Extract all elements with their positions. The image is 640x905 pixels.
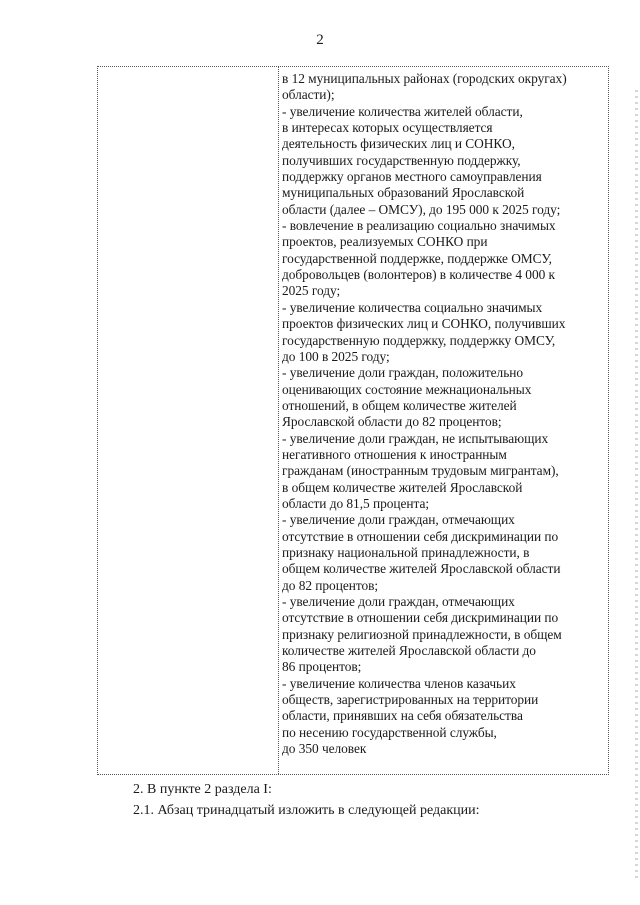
paragraph-subpoint: 2.1. Абзац тринадцатый изложить в следующей редакции: <box>133 803 480 818</box>
table-line: области до 81,5 процента; <box>282 495 430 511</box>
table-line: отсутствие в отношении себя дискриминации по <box>282 610 559 626</box>
scan-edge-artifact <box>635 90 638 880</box>
table-line: деятельность физических лиц и СОНКО, <box>282 136 515 152</box>
table-line: 2025 году; <box>282 283 341 299</box>
table-line: проектов, реализуемых СОНКО при <box>282 234 488 250</box>
table-line: области); <box>282 87 335 103</box>
table-line: в общем количестве жителей Ярославской <box>282 479 523 495</box>
table-line: поддержку органов местного самоуправления <box>282 169 542 185</box>
table-line: государственную поддержку, поддержку ОМСУ, <box>282 332 556 348</box>
table-line: области, принявших на себя обязательства <box>282 708 523 724</box>
table-line: добровольцев (волонтеров) в количестве 4 000 к <box>282 267 555 283</box>
table-line: - увеличение количества членов казачьих <box>282 675 516 691</box>
table-line: по несению государственной службы, <box>282 724 497 740</box>
table-line: отношений, в общем количестве жителей <box>282 397 517 413</box>
table-line: признаку национальной принадлежности, в <box>282 544 530 560</box>
table-line: - увеличение количества социально значимых <box>282 299 543 315</box>
table-line: до 82 процентов; <box>282 577 379 593</box>
table-line: до 350 человек <box>282 741 367 757</box>
table-line: обществ, зарегистрированных на территории <box>282 692 539 708</box>
table-line: 86 процентов; <box>282 659 362 675</box>
table-line: - увеличение доли граждан, отмечающих <box>282 594 515 609</box>
table-line: - увеличение доли граждан, отмечающих <box>282 512 515 528</box>
table-column-divider <box>278 67 279 774</box>
table-line: в 12 муниципальных районах (городских округах) <box>282 71 567 86</box>
table-line: - увеличение количества жителей области, <box>282 103 523 119</box>
table-line: Ярославской области до 82 процентов; <box>282 414 502 430</box>
page-number: 2 <box>316 32 324 48</box>
table-line: в интересах которых осуществляется <box>282 120 493 136</box>
table-line: гражданам (иностранным трудовым мигрантам), <box>282 463 559 479</box>
document-table <box>97 66 609 775</box>
table-line: - увеличение доли граждан, положительно <box>282 365 524 381</box>
table-line: отсутствие в отношении себя дискриминации по <box>282 528 559 544</box>
table-line: проектов физических лиц и СОНКО, получивших <box>282 316 566 332</box>
table-line: общем количестве жителей Ярославской области <box>282 561 561 577</box>
table-line: области (далее – ОМСУ), до 195 000 к 2025 году; <box>282 201 561 217</box>
table-line: оценивающих состояние межнациональных <box>282 381 532 397</box>
table-line: признаку религиозной принадлежности, в общем <box>282 626 562 642</box>
table-cell-text <box>282 71 608 757</box>
table-line: государственной поддержке, поддержке ОМСУ, <box>282 250 552 266</box>
table-line: до 100 в 2025 году; <box>282 348 390 364</box>
table-line: количестве жителей Ярославской области до <box>282 643 536 659</box>
paragraph-section-point: 2. В пункте 2 раздела I: <box>133 782 272 797</box>
table-line: - вовлечение в реализацию социально значимых <box>282 218 556 234</box>
table-line: - увеличение доли граждан, не испытывающих <box>282 430 549 446</box>
table-line: получивших государственную поддержку, <box>282 152 521 168</box>
table-line: негативного отношения к иностранным <box>282 446 507 462</box>
table-line: муниципальных образований Ярославской <box>282 185 525 201</box>
